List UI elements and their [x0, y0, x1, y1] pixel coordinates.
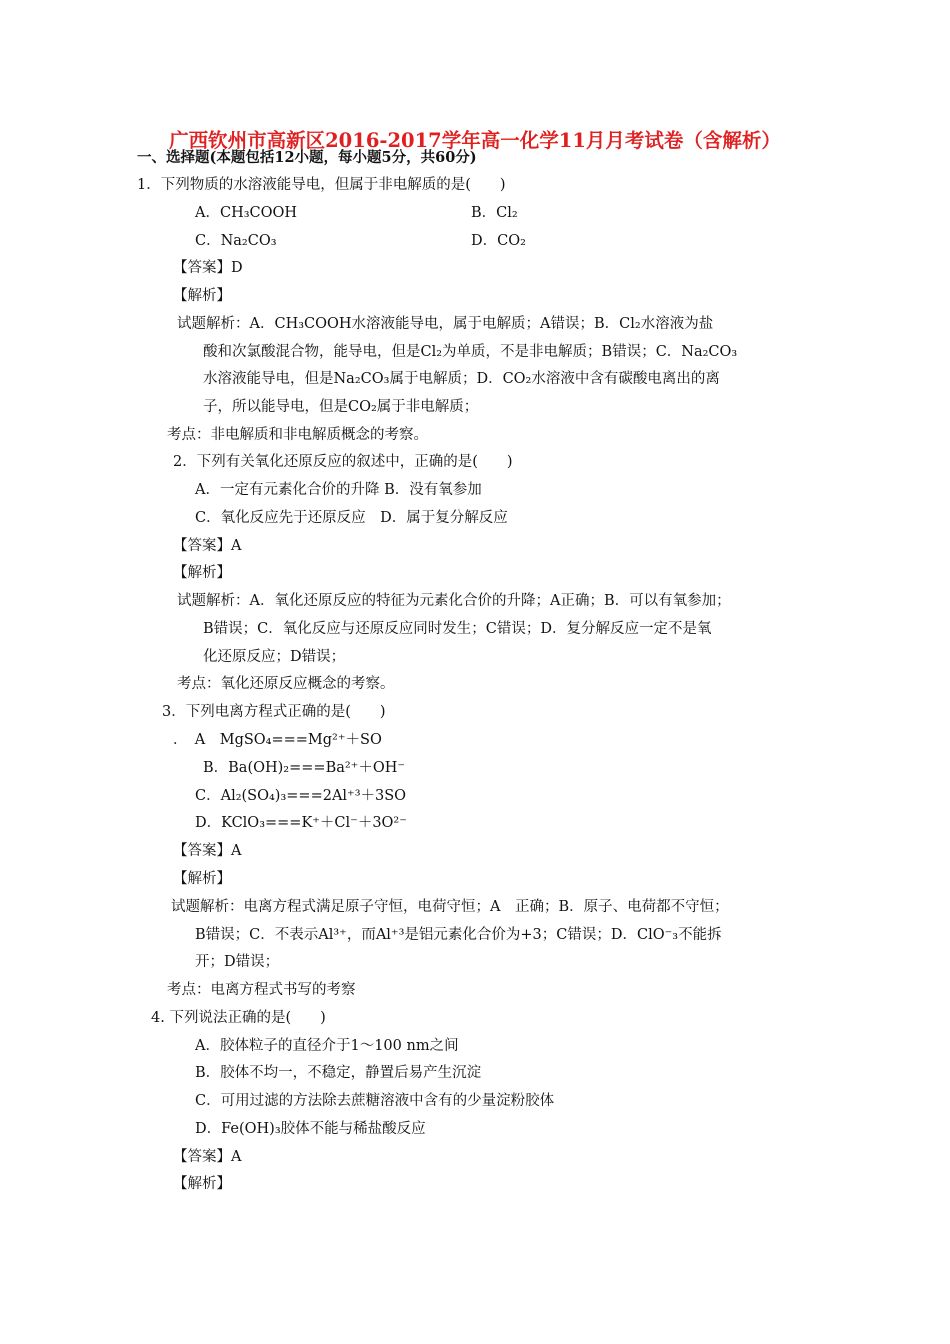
q2-analysis-line: 化还原反应；D错误； — [203, 649, 346, 665]
q3-option-a: ． A MgSO₄===Mg²⁺＋SO — [173, 732, 382, 748]
q4-option-d: D．Fe(OH)₃胶体不能与稀盐酸反应 — [195, 1121, 426, 1137]
q3-stem: 3．下列电离方程式正确的是( ) — [162, 704, 386, 720]
section-heading: 一、选择题(本题包括12小题，每小题5分，共60分) — [137, 149, 477, 166]
q1-analysis-line: 水溶液能导电，但是Na₂CO₃属于电解质；D．CO₂水溶液中含有碳酸电离出的离 — [203, 371, 720, 387]
q2-analysis-label: 【解析】 — [173, 565, 231, 581]
q1-point: 考点：非电解质和非电解质概念的考察。 — [167, 427, 428, 443]
q4-analysis-label: 【解析】 — [173, 1176, 231, 1192]
q3-analysis-line: B错误；C．不表示Al³⁺，而Al⁺³是铝元素化合价为+3；C错误；D．ClO⁻₃不能拆 — [195, 927, 722, 943]
q3-analysis-line: 试题解析：电离方程式满足原子守恒，电荷守恒；A 正确；B．原子、电荷都不守恒； — [171, 899, 729, 915]
q2-stem: 2．下列有关氧化还原反应的叙述中，正确的是( ) — [173, 454, 513, 470]
q2-options-cd: C．氧化反应先于还原反应 D．属于复分解反应 — [195, 510, 508, 526]
q1-analysis-line: 子，所以能导电，但是CO₂属于非电解质； — [203, 399, 479, 415]
q1-analysis-line: 试题解析：A．CH₃COOH水溶液能导电，属于电解质；A错误；B．Cl₂水溶液为盐 — [177, 316, 714, 332]
q3-analysis-line: 开；D错误； — [195, 954, 280, 970]
q1-option-b: B．Cl₂ — [471, 205, 518, 221]
q1-stem: 1．下列物质的水溶液能导电，但属于非电解质的是( ) — [137, 177, 506, 193]
q4-option-b: B．胶体不均一，不稳定，静置后易产生沉淀 — [195, 1065, 482, 1081]
q3-analysis-label: 【解析】 — [173, 871, 231, 887]
q1-option-a: A．CH₃COOH — [195, 205, 298, 221]
q1-analysis-label: 【解析】 — [173, 288, 231, 304]
q2-answer: 【答案】A — [173, 538, 242, 554]
q4-option-a: A．胶体粒子的直径介于1～100 nm之间 — [195, 1038, 459, 1054]
q1-option-c: C．Na₂CO₃ — [195, 233, 277, 249]
q3-option-d: D．KClO₃===K⁺＋Cl⁻＋3O²⁻ — [195, 815, 407, 831]
q4-option-c: C．可用过滤的方法除去蔗糖溶液中含有的少量淀粉胶体 — [195, 1093, 555, 1109]
q1-answer: 【答案】D — [173, 260, 243, 276]
q2-point: 考点：氧化还原反应概念的考察。 — [177, 676, 395, 692]
q2-analysis-line: B错误；C．氧化反应与还原反应同时发生；C错误；D．复分解反应一定不是氧 — [203, 621, 712, 637]
q1-analysis-line: 酸和次氯酸混合物，能导电，但是Cl₂为单质，不是非电解质；B错误；C．Na₂CO₃ — [203, 344, 738, 360]
q3-option-c: C．Al₂(SO₄)₃===2Al⁺³＋3SO — [195, 788, 407, 804]
document-title: 广西钦州市高新区2016-2017学年高一化学11月月考试卷（含解析） — [169, 129, 781, 152]
q3-point: 考点：电离方程式书写的考察 — [167, 982, 356, 998]
q4-stem: 4. 下列说法正确的是( ) — [151, 1010, 326, 1026]
q2-options-ab: A．一定有元素化合价的升降 B．没有氧参加 — [195, 482, 482, 498]
q4-answer: 【答案】A — [173, 1149, 242, 1165]
q1-option-d: D．CO₂ — [471, 233, 526, 249]
q3-answer: 【答案】A — [173, 843, 242, 859]
q2-analysis-line: 试题解析：A．氧化还原反应的特征为元素化合价的升降；A正确；B．可以有氧参加； — [177, 593, 731, 609]
q3-option-b: B．Ba(OH)₂===Ba²⁺＋OH⁻ — [203, 760, 406, 776]
